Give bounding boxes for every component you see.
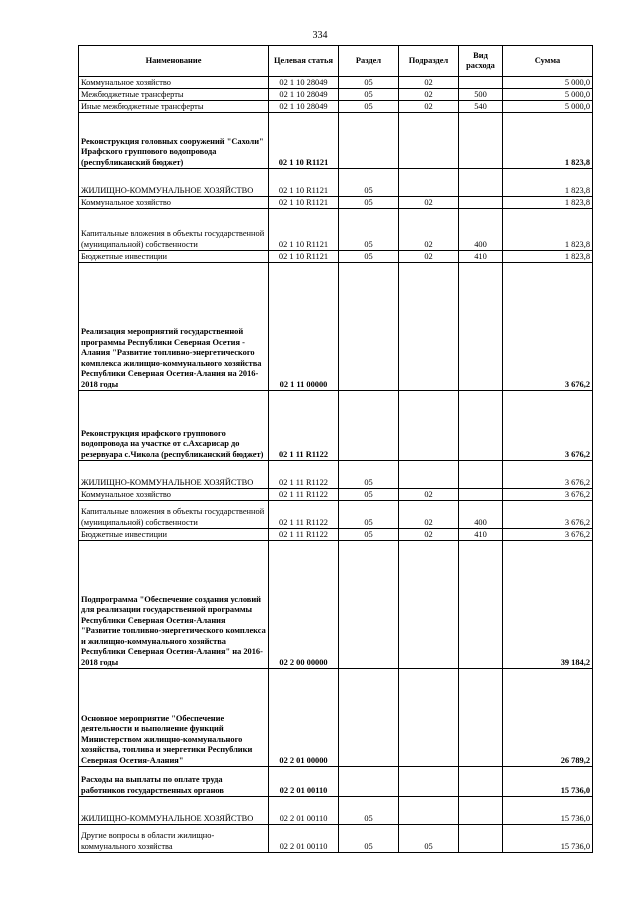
row-amount-cell: 1 823,8 — [503, 209, 593, 251]
table-row — [79, 251, 593, 263]
row-code-cell: 02 1 10 28049 — [269, 89, 339, 101]
row-expense-type-cell — [459, 77, 503, 89]
row-name-cell: Коммунальное хозяйство — [79, 489, 269, 501]
row-subsection-cell: 02 — [399, 529, 459, 541]
row-amount-cell: 15 736,0 — [503, 797, 593, 825]
table-body — [79, 77, 593, 853]
row-name-cell: Основное мероприятие "Обеспечение деятельности и выполнение функций Министерством жилищно-коммунального хозяйства, топлива и энергетики Республики Северная Осетия-Алания" — [79, 669, 269, 767]
table-row — [79, 529, 593, 541]
table-row — [79, 489, 593, 501]
row-expense-type-cell: 400 — [459, 501, 503, 529]
row-subsection-cell: 02 — [399, 501, 459, 529]
row-name-cell: Капитальные вложения в объекты государственной (муниципальной) собственности — [79, 209, 269, 251]
row-subsection-cell — [399, 669, 459, 767]
row-code-cell: 02 1 11 R1122 — [269, 501, 339, 529]
row-expense-type-cell — [459, 825, 503, 853]
table-row — [79, 669, 593, 767]
row-name-cell: Капитальные вложения в объекты государственной (муниципальной) собственности — [79, 501, 269, 529]
table-row — [79, 461, 593, 489]
table-row — [79, 825, 593, 853]
row-section-cell — [339, 391, 399, 461]
table-row — [79, 797, 593, 825]
row-expense-type-cell — [459, 767, 503, 797]
row-expense-type-cell — [459, 263, 503, 391]
table-row — [79, 77, 593, 89]
row-amount-cell: 5 000,0 — [503, 101, 593, 113]
row-expense-type-cell — [459, 669, 503, 767]
row-subsection-cell — [399, 461, 459, 489]
table-row — [79, 263, 593, 391]
row-expense-type-cell — [459, 541, 503, 669]
row-name-cell: Другие вопросы в области жилищно-коммунального хозяйства — [79, 825, 269, 853]
row-name-cell: Расходы на выплаты по оплате труда работников государственных органов — [79, 767, 269, 797]
table-row — [79, 209, 593, 251]
column-header-code: Целевая статья — [269, 46, 339, 77]
row-name-cell: Бюджетные инвестиции — [79, 251, 269, 263]
row-subsection-cell: 02 — [399, 89, 459, 101]
row-section-cell: 05 — [339, 251, 399, 263]
row-name-cell: Бюджетные инвестиции — [79, 529, 269, 541]
row-subsection-cell — [399, 391, 459, 461]
row-section-cell: 05 — [339, 209, 399, 251]
row-code-cell: 02 1 10 28049 — [269, 77, 339, 89]
row-name-cell: Подпрограмма "Обеспечение создания условий для реализации государственной программы Республики Северная Осетия-Алания "Развитие топливно-энергетического комплекса и жилищно-коммунального хозяйства Республики Северная Осетия-Алания" на 2016-2018 годы — [79, 541, 269, 669]
row-subsection-cell — [399, 113, 459, 169]
row-code-cell: 02 1 11 00000 — [269, 263, 339, 391]
row-amount-cell: 3 676,2 — [503, 529, 593, 541]
table-header-row — [79, 46, 593, 77]
row-code-cell: 02 2 00 00000 — [269, 541, 339, 669]
row-section-cell — [339, 767, 399, 797]
row-expense-type-cell: 410 — [459, 251, 503, 263]
row-expense-type-cell — [459, 797, 503, 825]
row-subsection-cell: 02 — [399, 101, 459, 113]
budget-table — [78, 45, 593, 853]
row-name-cell: Межбюджетные трансферты — [79, 89, 269, 101]
column-header-name: Наименование — [79, 46, 269, 77]
row-name-cell: Реализация мероприятий государственной программы Республики Северная Осетия - Алания "Развитие топливно-энергетического комплекса жилищно-коммунального хозяйства Республики Северная Осетия-Алания на 2016-2018 годы — [79, 263, 269, 391]
column-header-subsection: Подраздел — [399, 46, 459, 77]
page-number: 334 — [312, 30, 328, 41]
row-expense-type-cell — [459, 169, 503, 197]
row-code-cell: 02 1 10 R1121 — [269, 169, 339, 197]
row-subsection-cell — [399, 169, 459, 197]
row-amount-cell: 15 736,0 — [503, 825, 593, 853]
row-section-cell: 05 — [339, 461, 399, 489]
row-code-cell: 02 1 11 R1122 — [269, 391, 339, 461]
row-expense-type-cell: 500 — [459, 89, 503, 101]
row-expense-type-cell — [459, 391, 503, 461]
row-expense-type-cell — [459, 461, 503, 489]
row-subsection-cell — [399, 263, 459, 391]
table-row — [79, 197, 593, 209]
row-amount-cell: 1 823,8 — [503, 113, 593, 169]
row-section-cell: 05 — [339, 501, 399, 529]
row-subsection-cell: 02 — [399, 209, 459, 251]
row-code-cell: 02 1 11 R1122 — [269, 489, 339, 501]
row-subsection-cell: 02 — [399, 251, 459, 263]
row-amount-cell: 3 676,2 — [503, 263, 593, 391]
row-amount-cell: 1 823,8 — [503, 197, 593, 209]
row-amount-cell: 1 823,8 — [503, 169, 593, 197]
row-amount-cell: 15 736,0 — [503, 767, 593, 797]
row-section-cell: 05 — [339, 89, 399, 101]
table-row — [79, 169, 593, 197]
row-name-cell: Реконструкция ирафского группового водопровода на участке от с.Ахсарисар до резервуара с.Чикола (республиканский бюджет) — [79, 391, 269, 461]
row-section-cell: 05 — [339, 797, 399, 825]
row-expense-type-cell — [459, 489, 503, 501]
row-subsection-cell — [399, 541, 459, 669]
row-name-cell: Коммунальное хозяйство — [79, 77, 269, 89]
row-name-cell: ЖИЛИЩНО-КОММУНАЛЬНОЕ ХОЗЯЙСТВО — [79, 169, 269, 197]
row-name-cell: Иные межбюджетные трансферты — [79, 101, 269, 113]
row-amount-cell: 39 184,2 — [503, 541, 593, 669]
row-expense-type-cell: 400 — [459, 209, 503, 251]
row-section-cell: 05 — [339, 489, 399, 501]
row-section-cell: 05 — [339, 197, 399, 209]
row-code-cell: 02 1 10 R1121 — [269, 113, 339, 169]
row-section-cell — [339, 541, 399, 669]
row-amount-cell: 3 676,2 — [503, 391, 593, 461]
row-amount-cell: 26 789,2 — [503, 669, 593, 767]
table-row — [79, 501, 593, 529]
row-code-cell: 02 1 10 28049 — [269, 101, 339, 113]
row-section-cell: 05 — [339, 101, 399, 113]
table-row — [79, 113, 593, 169]
row-amount-cell: 5 000,0 — [503, 77, 593, 89]
row-amount-cell: 5 000,0 — [503, 89, 593, 101]
row-subsection-cell: 02 — [399, 489, 459, 501]
row-name-cell: Реконструкция головных сооружений "Сахоли" Ирафского группового водопровода (республиканский бюджет) — [79, 113, 269, 169]
row-code-cell: 02 2 01 00110 — [269, 767, 339, 797]
row-expense-type-cell — [459, 197, 503, 209]
row-name-cell: ЖИЛИЩНО-КОММУНАЛЬНОЕ ХОЗЯЙСТВО — [79, 461, 269, 489]
row-code-cell: 02 1 10 R1121 — [269, 197, 339, 209]
row-expense-type-cell: 540 — [459, 101, 503, 113]
row-code-cell: 02 2 01 00110 — [269, 797, 339, 825]
row-code-cell: 02 2 01 00000 — [269, 669, 339, 767]
row-code-cell: 02 2 01 00110 — [269, 825, 339, 853]
row-expense-type-cell — [459, 113, 503, 169]
row-section-cell — [339, 263, 399, 391]
row-section-cell — [339, 669, 399, 767]
row-amount-cell: 1 823,8 — [503, 251, 593, 263]
row-subsection-cell — [399, 797, 459, 825]
row-amount-cell: 3 676,2 — [503, 489, 593, 501]
row-subsection-cell: 02 — [399, 77, 459, 89]
table-row — [79, 89, 593, 101]
row-code-cell: 02 1 11 R1122 — [269, 461, 339, 489]
row-name-cell: Коммунальное хозяйство — [79, 197, 269, 209]
row-name-cell: ЖИЛИЩНО-КОММУНАЛЬНОЕ ХОЗЯЙСТВО — [79, 797, 269, 825]
row-subsection-cell: 02 — [399, 197, 459, 209]
row-section-cell: 05 — [339, 825, 399, 853]
column-header-amount: Сумма — [503, 46, 593, 77]
column-header-expense-type: Вид расхода — [459, 46, 503, 77]
row-subsection-cell: 05 — [399, 825, 459, 853]
table-row — [79, 101, 593, 113]
row-code-cell: 02 1 11 R1122 — [269, 529, 339, 541]
table-row — [79, 767, 593, 797]
row-section-cell: 05 — [339, 529, 399, 541]
row-section-cell: 05 — [339, 169, 399, 197]
table-row — [79, 391, 593, 461]
row-subsection-cell — [399, 767, 459, 797]
row-expense-type-cell: 410 — [459, 529, 503, 541]
row-section-cell — [339, 113, 399, 169]
row-amount-cell: 3 676,2 — [503, 501, 593, 529]
row-code-cell: 02 1 10 R1121 — [269, 209, 339, 251]
table-row — [79, 541, 593, 669]
row-section-cell: 05 — [339, 77, 399, 89]
row-code-cell: 02 1 10 R1121 — [269, 251, 339, 263]
row-amount-cell: 3 676,2 — [503, 461, 593, 489]
column-header-section: Раздел — [339, 46, 399, 77]
